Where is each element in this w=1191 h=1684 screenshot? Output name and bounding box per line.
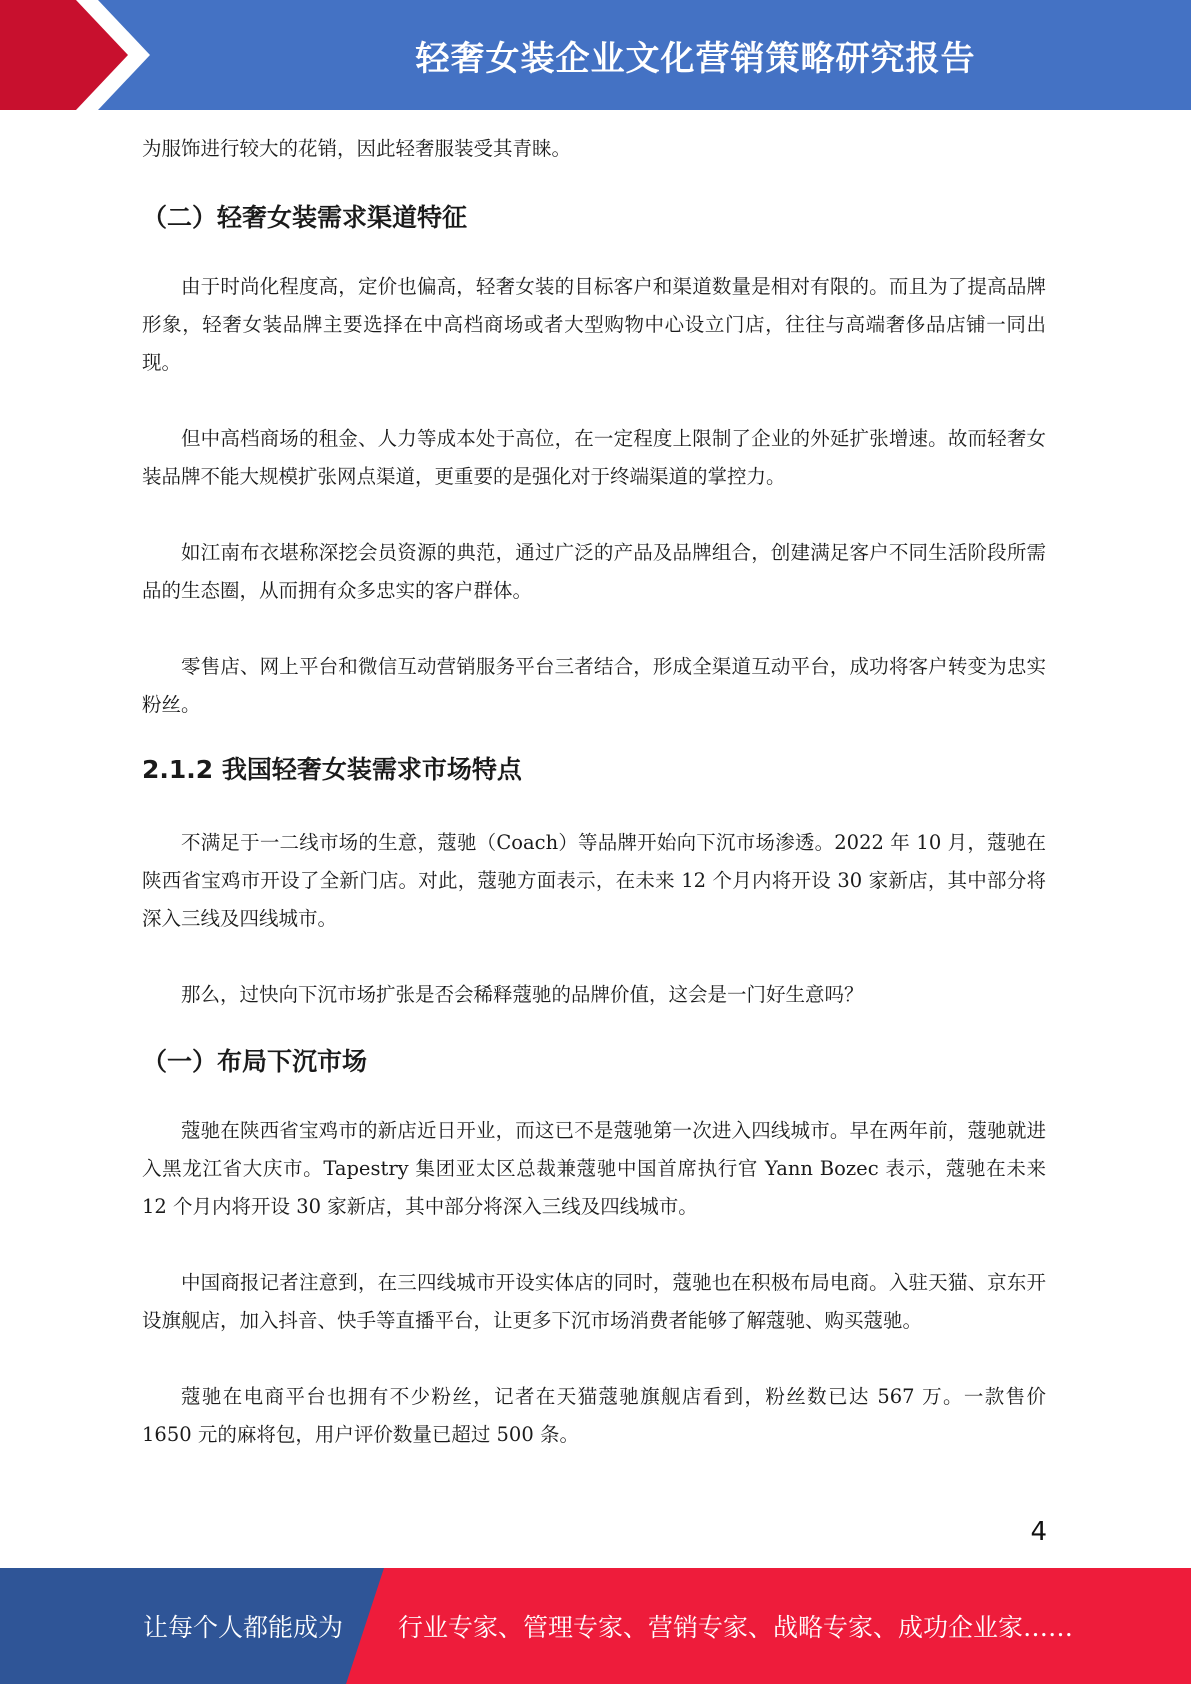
paragraph: 蔻驰在陕西省宝鸡市的新店近日开业，而这已不是蔻驰第一次进入四线城市。早在两年前，蔻驰就进入黑龙江省大庆市。Tapestry 集团亚太区总裁兼蔻驰中国首席执行官 Yann Bozec 表示，蔻驰在未来 12 个月内将开设 30 家新店，其中部分将深入三线及四线城市。: [142, 1119, 1046, 1218]
footer-slogan-right: 行业专家、管理专家、营销专家、战略专家、成功企业家……: [398, 1613, 1074, 1642]
footer-slogan-left: 让每个人都能成为: [143, 1613, 344, 1642]
paragraph: 为服饰进行较大的花销，因此轻奢服装受其青睐。: [142, 137, 572, 160]
section-heading: （一）布局下沉市场: [142, 1047, 368, 1076]
paragraph: 中国商报记者注意到，在三四线城市开设实体店的同时，蔻驰也在积极布局电商。入驻天猫、京东开设旗舰店，加入抖音、快手等直播平台，让更多下沉市场消费者能够了解蔻驰、购买蔻驰。: [142, 1271, 1046, 1332]
paragraph: 但中高档商场的租金、人力等成本处于高位，在一定程度上限制了企业的外延扩张增速。故而轻奢女装品牌不能大规模扩张网点渠道，更重要的是强化对于终端渠道的掌控力。: [142, 427, 1046, 488]
paragraph: 蔻驰在电商平台也拥有不少粉丝，记者在天猫蔻驰旗舰店看到，粉丝数已达 567 万。一款售价 1650 元的麻将包，用户评价数量已超过 500 条。: [142, 1385, 1046, 1446]
paragraph: 零售店、网上平台和微信互动营销服务平台三者结合，形成全渠道互动平台，成功将客户转变为忠实粉丝。: [142, 655, 1046, 716]
document-title: 轻奢女装企业文化营销策略研究报告: [415, 38, 976, 79]
paragraph: 那么，过快向下沉市场扩张是否会稀释蔻驰的品牌价值，这会是一门好生意吗？: [181, 983, 864, 1006]
page-header: [0, 0, 1191, 110]
section-heading: 2.1.2 我国轻奢女装需求市场特点: [142, 755, 522, 784]
paragraph: 不满足于一二线市场的生意，蔻驰（Coach）等品牌开始向下沉市场渗透。2022 年 10 月，蔻驰在陕西省宝鸡市开设了全新门店。对此，蔻驰方面表示，在未来 12 个月内将开设 30 家新店，其中部分将深入三线及四线城市。: [142, 831, 1046, 930]
section-heading: （二）轻奢女装需求渠道特征: [142, 203, 468, 232]
page-content: [142, 130, 1046, 1454]
page-footer: [0, 1568, 1191, 1684]
page-number: 4: [1030, 1517, 1047, 1547]
paragraph: 由于时尚化程度高，定价也偏高，轻奢女装的目标客户和渠道数量是相对有限的。而且为了提高品牌形象，轻奢女装品牌主要选择在中高档商场或者大型购物中心设立门店，往往与高端奢侈品店铺一同出现。: [142, 275, 1046, 374]
paragraph: 如江南布衣堪称深挖会员资源的典范，通过广泛的产品及品牌组合，创建满足客户不同生活阶段所需品的生态圈，从而拥有众多忠实的客户群体。: [142, 541, 1046, 602]
